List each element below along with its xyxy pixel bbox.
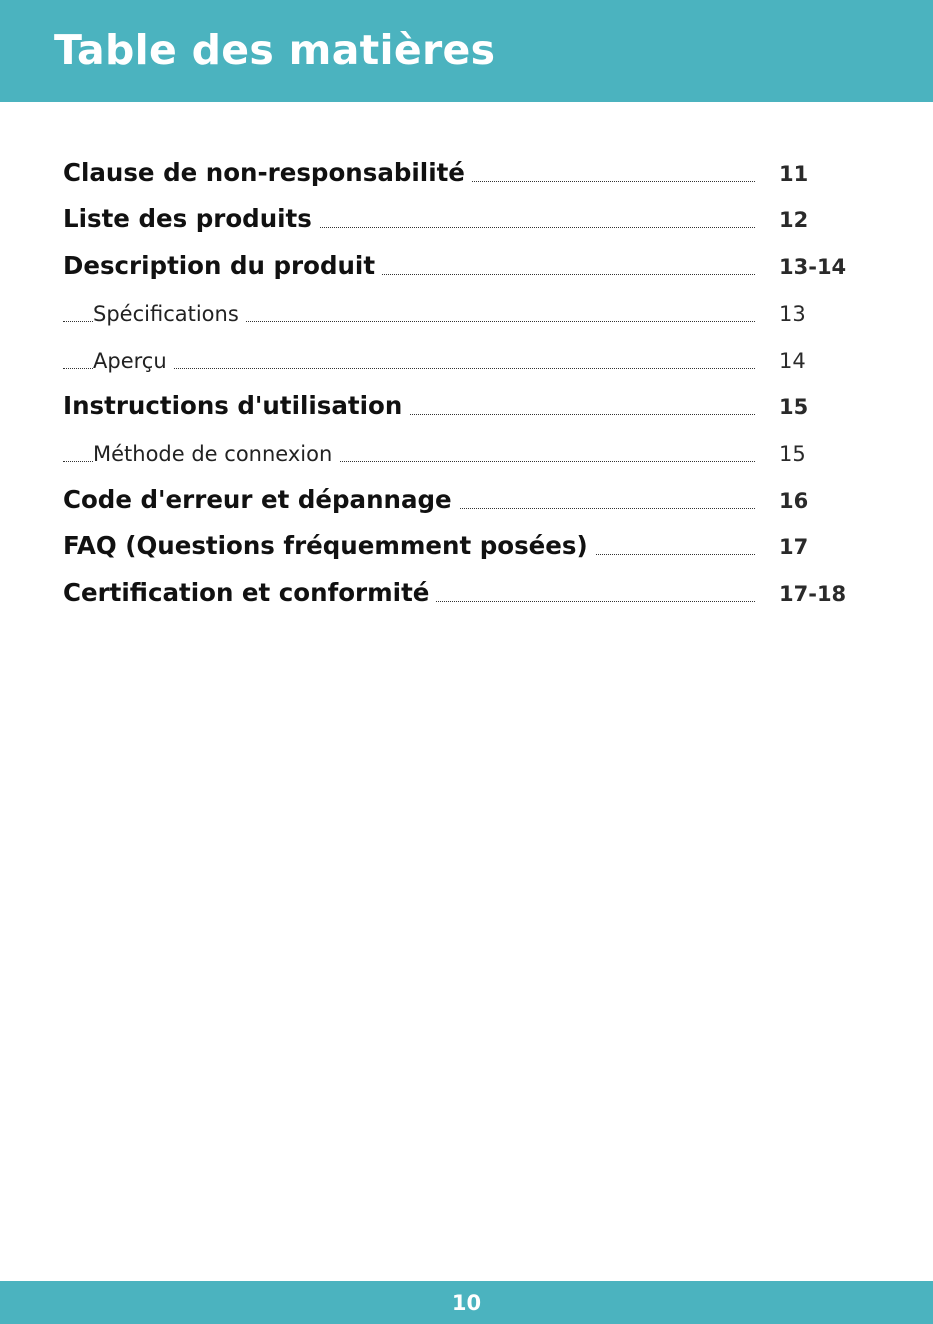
page-number: 10 xyxy=(451,1291,482,1315)
toc-subentry-specifications[interactable] xyxy=(63,298,863,338)
toc-entry-page: 13-14 xyxy=(779,255,847,279)
toc-entry-label: Clause de non-responsabilité xyxy=(63,158,472,188)
toc-entry-label: Spécifications xyxy=(93,300,246,328)
toc-entry-label: Méthode de connexion xyxy=(93,440,339,468)
toc-entry-label: Aperçu xyxy=(93,347,174,375)
toc-entry-page: 13 xyxy=(779,302,806,326)
toc-entry-faq[interactable] xyxy=(63,531,863,571)
header-band xyxy=(0,0,933,102)
toc-entry-certification[interactable] xyxy=(63,578,863,618)
toc-subentry-overview[interactable] xyxy=(63,345,863,385)
footer-band xyxy=(0,1281,933,1324)
toc-entry-label: Instructions d'utilisation xyxy=(63,391,409,421)
toc-entry-page: 15 xyxy=(779,442,806,466)
toc-entry-product-description[interactable] xyxy=(63,251,863,291)
toc-entry-page: 14 xyxy=(779,349,806,373)
toc-entry-page: 12 xyxy=(779,208,809,232)
toc-entry-page: 16 xyxy=(779,489,809,513)
page-title: Table des matières xyxy=(54,26,496,74)
toc-entry-label: Liste des produits xyxy=(63,204,319,234)
toc-entry-disclaimer[interactable] xyxy=(63,158,863,198)
toc-entry-label: FAQ (Questions fréquemment posées) xyxy=(63,531,595,561)
toc-entry-page: 17-18 xyxy=(779,582,847,606)
toc-entry-page: 15 xyxy=(779,395,809,419)
toc-entry-product-list[interactable] xyxy=(63,204,863,244)
toc-entry-error-codes[interactable] xyxy=(63,485,863,525)
toc-entry-page: 11 xyxy=(779,162,809,186)
toc-entry-page: 17 xyxy=(779,535,809,559)
toc-entry-label: Certification et conformité xyxy=(63,578,436,608)
toc-entry-label: Description du produit xyxy=(63,251,382,281)
toc-entry-instructions[interactable] xyxy=(63,391,863,431)
toc-entry-label: Code d'erreur et dépannage xyxy=(63,485,459,515)
toc-subentry-connection-method[interactable] xyxy=(63,438,863,478)
